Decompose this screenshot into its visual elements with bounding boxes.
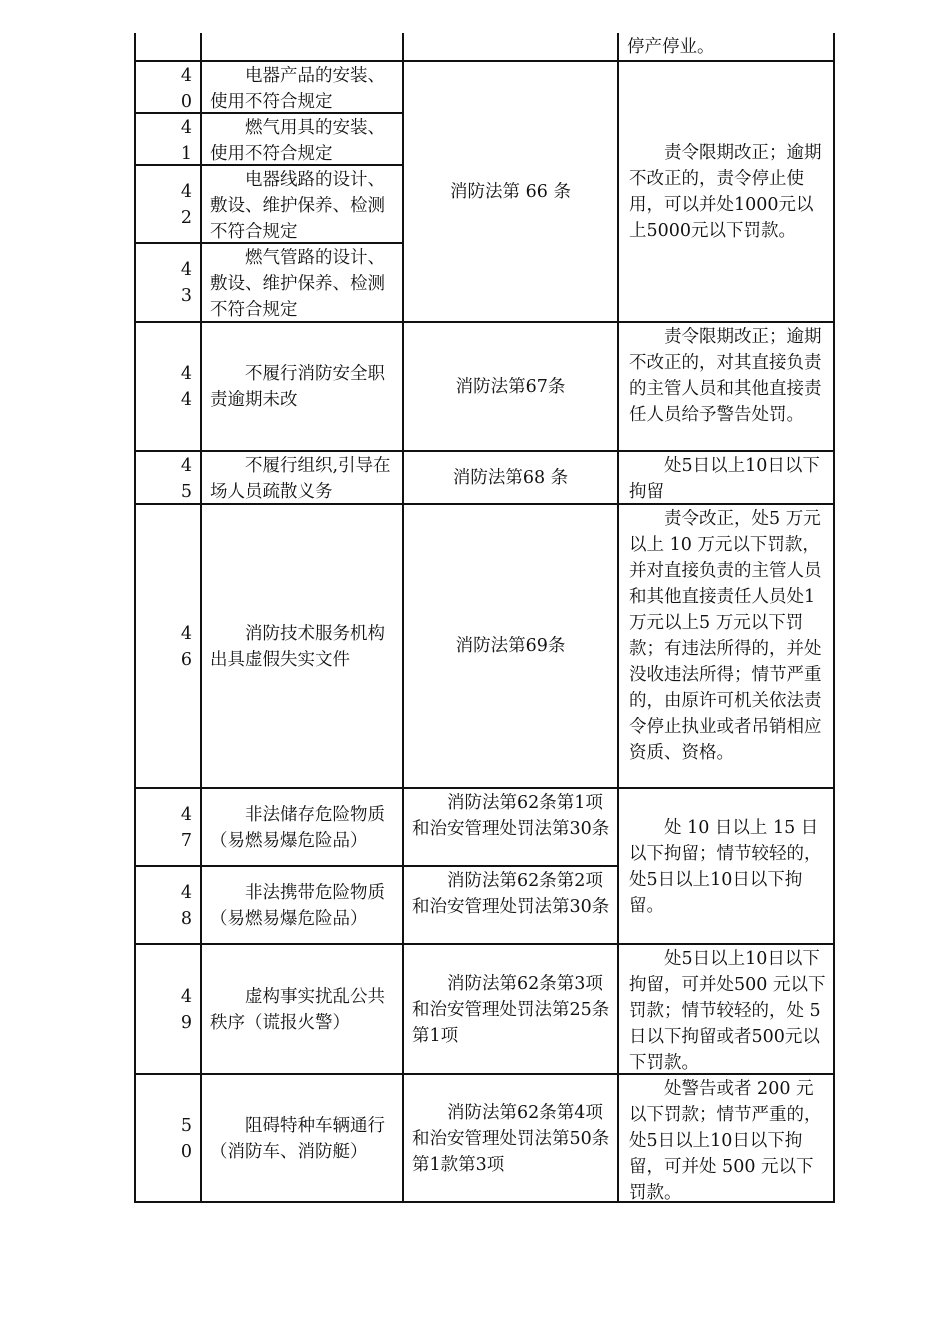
table-border-bottom bbox=[134, 1201, 835, 1203]
row-number: 4 1 bbox=[180, 118, 192, 164]
violation-description: 虚构事实扰乱公共秩序（谎报火警） bbox=[210, 986, 385, 1033]
row-number: 4 9 bbox=[180, 986, 192, 1033]
table-border-right bbox=[833, 33, 835, 1203]
row-number: 5 0 bbox=[180, 1115, 192, 1162]
row-number: 4 6 bbox=[180, 623, 192, 670]
row-number: 4 7 bbox=[180, 804, 192, 851]
row-number: 4 8 bbox=[180, 882, 192, 929]
legal-basis: 消防法第62条第1项和治安管理处罚法第30条 bbox=[412, 793, 610, 839]
violation-description: 非法储存危险物质（易燃易爆危险品） bbox=[210, 804, 385, 851]
legal-basis: 消防法第62条第2项和治安管理处罚法第30条 bbox=[412, 871, 610, 917]
violation-description: 消防技术服务机构出具虚假失实文件 bbox=[210, 623, 385, 670]
legal-basis: 消防法第62条第4项和治安管理处罚法第50条第1款第3项 bbox=[412, 1102, 610, 1175]
row-number: 4 4 bbox=[180, 364, 192, 410]
penalty: 责令限期改正；逾期不改正的，责令停止使用，可以并处1000元以上5000元以下罚款。 bbox=[629, 143, 822, 241]
penalty: 处5日以上10日以下拘留，可并处500 元以下罚款；情节较轻的，处 5 日以下拘留或者500元以下罚款。 bbox=[629, 949, 826, 1073]
penalty: 处5日以上10日以下拘留 bbox=[629, 456, 820, 502]
row-number: 4 2 bbox=[180, 181, 192, 228]
violation-description: 不履行组织,引导在场人员疏散义务 bbox=[210, 456, 391, 502]
violation-description: 燃气用具的安装、使用不符合规定 bbox=[210, 118, 385, 164]
violation-description: 电器线路的设计、敷设、维护保养、检测不符合规定 bbox=[210, 170, 385, 242]
legal-basis: 消防法第67条 bbox=[455, 376, 566, 397]
penalty: 处 10 日以上 15 日以下拘留；情节较轻的，处5日以上10日以下拘留。 bbox=[629, 817, 822, 916]
violation-description: 非法携带危险物质（易燃易爆危险品） bbox=[210, 882, 385, 929]
legal-basis: 消防法第 66 条 bbox=[450, 181, 571, 202]
row-number: 4 0 bbox=[180, 66, 192, 112]
row-number: 4 3 bbox=[180, 260, 192, 306]
row-number: 4 5 bbox=[180, 456, 192, 502]
penalty: 责令限期改正；逾期不改正的，对其直接负责的主管人员和其他直接责任人员给予警告处罚。 bbox=[629, 327, 822, 425]
legal-basis: 消防法第62条第3项和治安管理处罚法第25条第1项 bbox=[412, 973, 610, 1046]
legal-basis: 消防法第69条 bbox=[455, 636, 566, 656]
violation-description: 不履行消防安全职责逾期未改 bbox=[210, 364, 385, 410]
violation-description: 燃气管路的设计、敷设、维护保养、检测不符合规定 bbox=[210, 248, 385, 320]
penalty-cell-continued: 停产停业。 bbox=[627, 37, 715, 57]
violation-description: 电器产品的安装、使用不符合规定 bbox=[210, 66, 385, 112]
penalty: 处警告或者 200 元以下罚款；情节严重的，处5日以上10日以下拘留，可并处 500 元以下罚款。 bbox=[629, 1079, 822, 1203]
penalty: 责令改正，处5 万元以上 10 万元以下罚款，并对直接负责的主管人员和其他直接责任人员处1 万元以上5 万元以下罚款；有违法所得的，并处没收违法所得；情节严重的，由原许可机关依法责令停止执业或者吊销相应资质、资格。 bbox=[629, 509, 822, 763]
violation-description: 阻碍特种车辆通行（消防车、消防艇） bbox=[210, 1115, 385, 1162]
legal-basis: 消防法第68 条 bbox=[452, 467, 569, 488]
